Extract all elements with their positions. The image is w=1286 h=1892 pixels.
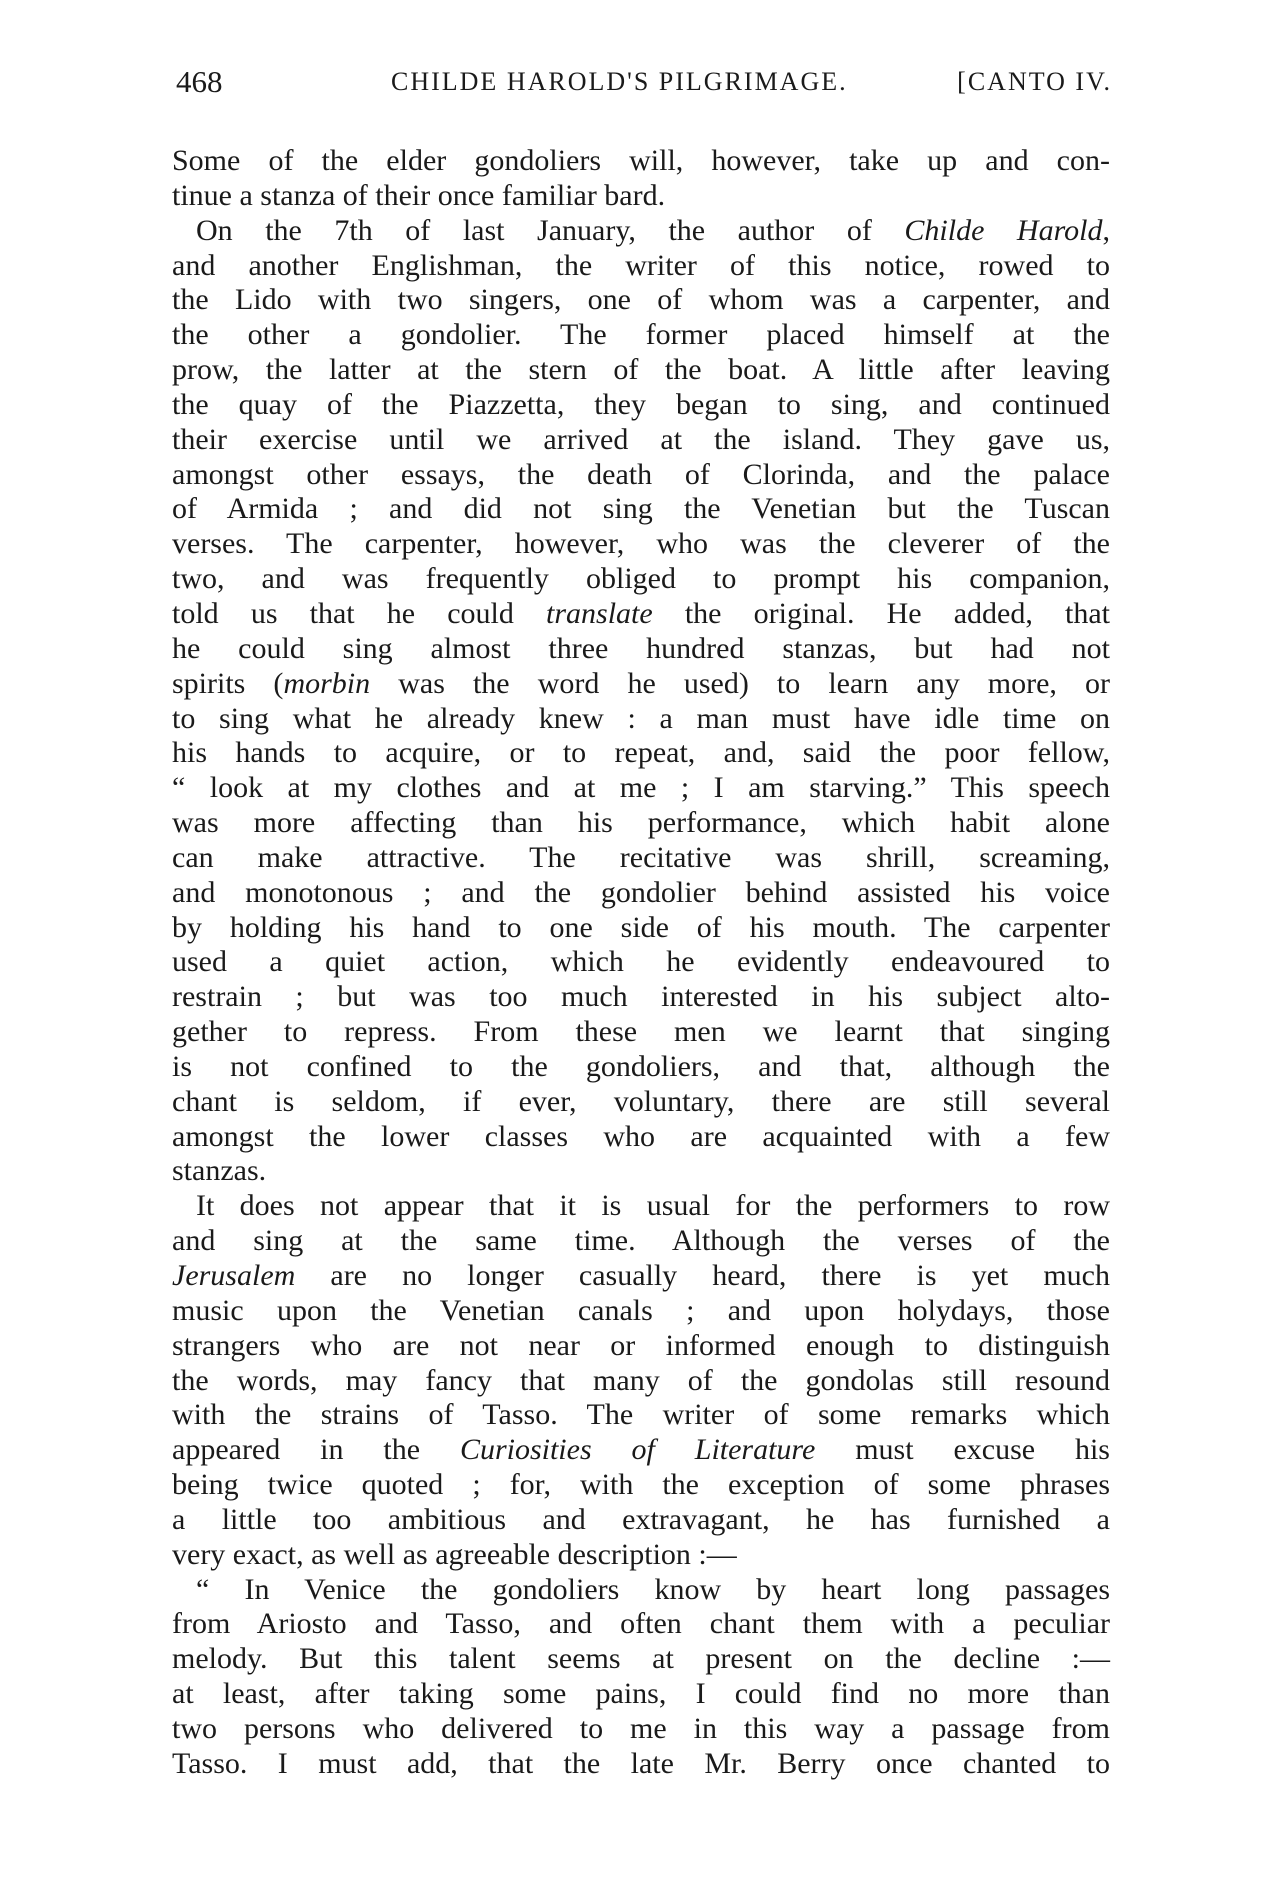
- section-label: [CANTO IV.: [957, 67, 1112, 96]
- text-run: at least, after taking some pains, I could find no more than: [172, 1677, 1110, 1711]
- text-run: and monotonous ; and the gondolier behind assisted his voice: [172, 875, 1110, 909]
- text-run: prow, the latter at the stern of the boat. A little after leaving: [172, 353, 1110, 387]
- text-line: [172, 1712, 1110, 1747]
- text-line: [172, 144, 1110, 179]
- text-line: [172, 1154, 1110, 1189]
- text-line: [172, 1259, 1110, 1294]
- text-run: the quay of the Piazzetta, they began to sing, and continued: [172, 387, 1110, 421]
- text-line: [172, 702, 1110, 737]
- text-run: with the strains of Tasso. The writer of some remarks which: [172, 1398, 1110, 1432]
- text-run: told us that he could: [172, 596, 547, 630]
- text-line: [172, 1015, 1110, 1050]
- text-run: strangers who are not near or informed enough to distinguish: [172, 1328, 1110, 1362]
- text-line: [172, 1189, 1110, 1224]
- text-run: gether to repress. From these men we learnt that singing: [172, 1015, 1110, 1049]
- text-line: [172, 1503, 1110, 1538]
- text-run: a little too ambitious and extravagant, he has furnished a: [172, 1502, 1110, 1536]
- text-run: ,: [1102, 213, 1110, 247]
- text-run: restrain ; but was too much interested in his subject alto-: [172, 980, 1110, 1014]
- text-run: two persons who delivered to me in this way a passage from: [172, 1711, 1110, 1745]
- text-run: from Ariosto and Tasso, and often chant them with a peculiar: [172, 1607, 1110, 1641]
- text-run: stanzas.: [172, 1154, 267, 1188]
- paragraph: [172, 1189, 1110, 1572]
- text-line: [172, 1468, 1110, 1503]
- text-line: [172, 632, 1110, 667]
- text-run: “ In Venice the gondoliers know by heart long passages: [196, 1572, 1110, 1606]
- text-run: chant is seldom, if ever, voluntary, there are still several: [172, 1084, 1110, 1118]
- running-header: [176, 64, 1112, 108]
- text-run: Tasso. I must add, that the late Mr. Berry once chanted to: [172, 1746, 1110, 1780]
- text-line: [172, 667, 1110, 702]
- italic-text: morbin: [283, 666, 371, 700]
- text-line: [172, 388, 1110, 423]
- text-run: was the word he used) to learn any more, or: [370, 666, 1110, 700]
- text-line: [172, 458, 1110, 493]
- text-run: must excuse his: [815, 1433, 1110, 1467]
- text-line: [172, 527, 1110, 562]
- text-run: the Lido with two singers, one of whom was a carpenter, and: [172, 283, 1110, 317]
- text-run: amongst other essays, the death of Clorinda, and the palace: [172, 457, 1110, 491]
- text-line: [172, 945, 1110, 980]
- text-line: [172, 597, 1110, 632]
- text-line: [172, 249, 1110, 284]
- text-line: [172, 1224, 1110, 1259]
- text-line: [172, 562, 1110, 597]
- text-run: the original. He added, that: [652, 596, 1110, 630]
- text-run: appeared in the: [172, 1433, 460, 1467]
- italic-text: Childe Harold: [904, 213, 1103, 247]
- page-number: 468: [176, 64, 223, 99]
- text-line: [172, 1538, 1110, 1573]
- text-line: [172, 841, 1110, 876]
- text-run: very exact, as well as agreeable description :—: [172, 1537, 737, 1571]
- running-title: CHILDE HAROLD'S PILGRIMAGE.: [391, 67, 848, 96]
- italic-text: Curiosities of Literature: [459, 1433, 816, 1467]
- text-run: “ look at my clothes and at me ; I am starving.” This speech: [172, 771, 1110, 805]
- italic-text: translate: [546, 596, 653, 630]
- text-run: can make attractive. The recitative was shrill, screaming,: [172, 840, 1110, 874]
- text-run: by holding his hand to one side of his mouth. The carpenter: [172, 910, 1110, 944]
- paragraph: [172, 144, 1110, 214]
- text-line: [172, 1677, 1110, 1712]
- text-run: are no longer casually heard, there is yet much: [295, 1259, 1110, 1292]
- text-run: was more affecting than his performance, which habit alone: [172, 806, 1110, 840]
- text-line: [172, 179, 1110, 214]
- text-run: is not confined to the gondoliers, and that, although the: [172, 1049, 1110, 1083]
- text-line: [172, 214, 1110, 249]
- text-run: being twice quoted ; for, with the exception of some phrases: [172, 1468, 1110, 1502]
- text-line: [172, 1747, 1110, 1782]
- text-run: the words, may fancy that many of the gondolas still resound: [172, 1363, 1110, 1397]
- text-line: [172, 736, 1110, 771]
- text-line: [172, 1642, 1110, 1677]
- text-line: [172, 806, 1110, 841]
- page-body: [172, 144, 1110, 1782]
- text-run: two, and was frequently obliged to prompt his companion,: [172, 562, 1110, 596]
- text-line: [172, 1607, 1110, 1642]
- text-run: of Armida ; and did not sing the Venetian but the Tuscan: [172, 492, 1110, 526]
- text-run: amongst the lower classes who are acquainted with a few: [172, 1119, 1110, 1153]
- text-run: tinue a stanza of their once familiar bard.: [172, 178, 666, 212]
- text-line: [172, 1329, 1110, 1364]
- text-line: [172, 283, 1110, 318]
- text-run: music upon the Venetian canals ; and upon holydays, those: [172, 1293, 1110, 1327]
- text-line: [172, 318, 1110, 353]
- text-line: [172, 1573, 1110, 1608]
- text-line: [172, 980, 1110, 1015]
- text-run: Some of the elder gondoliers will, however, take up and con-: [172, 144, 1110, 177]
- text-run: his hands to acquire, or to repeat, and, said the poor fellow,: [172, 736, 1110, 770]
- text-run: melody. But this talent seems at present on the decline :—: [172, 1642, 1110, 1676]
- text-run: to sing what he already knew : a man must have idle time on: [172, 701, 1110, 735]
- text-line: [172, 1433, 1110, 1468]
- text-run: spirits (: [172, 666, 284, 700]
- text-line: [172, 1120, 1110, 1155]
- text-line: [172, 911, 1110, 946]
- text-run: their exercise until we arrived at the island. They gave us,: [172, 422, 1110, 456]
- text-run: verses. The carpenter, however, who was the cleverer of the: [172, 527, 1110, 561]
- text-run: It does not appear that it is usual for the performers to row: [196, 1189, 1110, 1223]
- text-run: and another Englishman, the writer of this notice, rowed to: [172, 248, 1110, 282]
- text-line: [172, 1050, 1110, 1085]
- text-line: [172, 771, 1110, 806]
- text-run: he could sing almost three hundred stanzas, but had not: [172, 631, 1110, 665]
- text-run: On the 7th of last January, the author of: [196, 213, 905, 247]
- italic-text: Jerusalem: [172, 1259, 296, 1292]
- text-line: [172, 492, 1110, 527]
- paragraph: [172, 214, 1110, 1190]
- text-line: [172, 1398, 1110, 1433]
- text-line: [172, 1294, 1110, 1329]
- text-run: used a quiet action, which he evidently endeavoured to: [172, 945, 1110, 979]
- text-line: [172, 353, 1110, 388]
- text-line: [172, 1364, 1110, 1399]
- paragraph: [172, 1573, 1110, 1782]
- text-run: the other a gondolier. The former placed himself at the: [172, 318, 1110, 352]
- text-line: [172, 1085, 1110, 1120]
- text-line: [172, 423, 1110, 458]
- text-run: and sing at the same time. Although the verses of the: [172, 1224, 1110, 1258]
- text-line: [172, 876, 1110, 911]
